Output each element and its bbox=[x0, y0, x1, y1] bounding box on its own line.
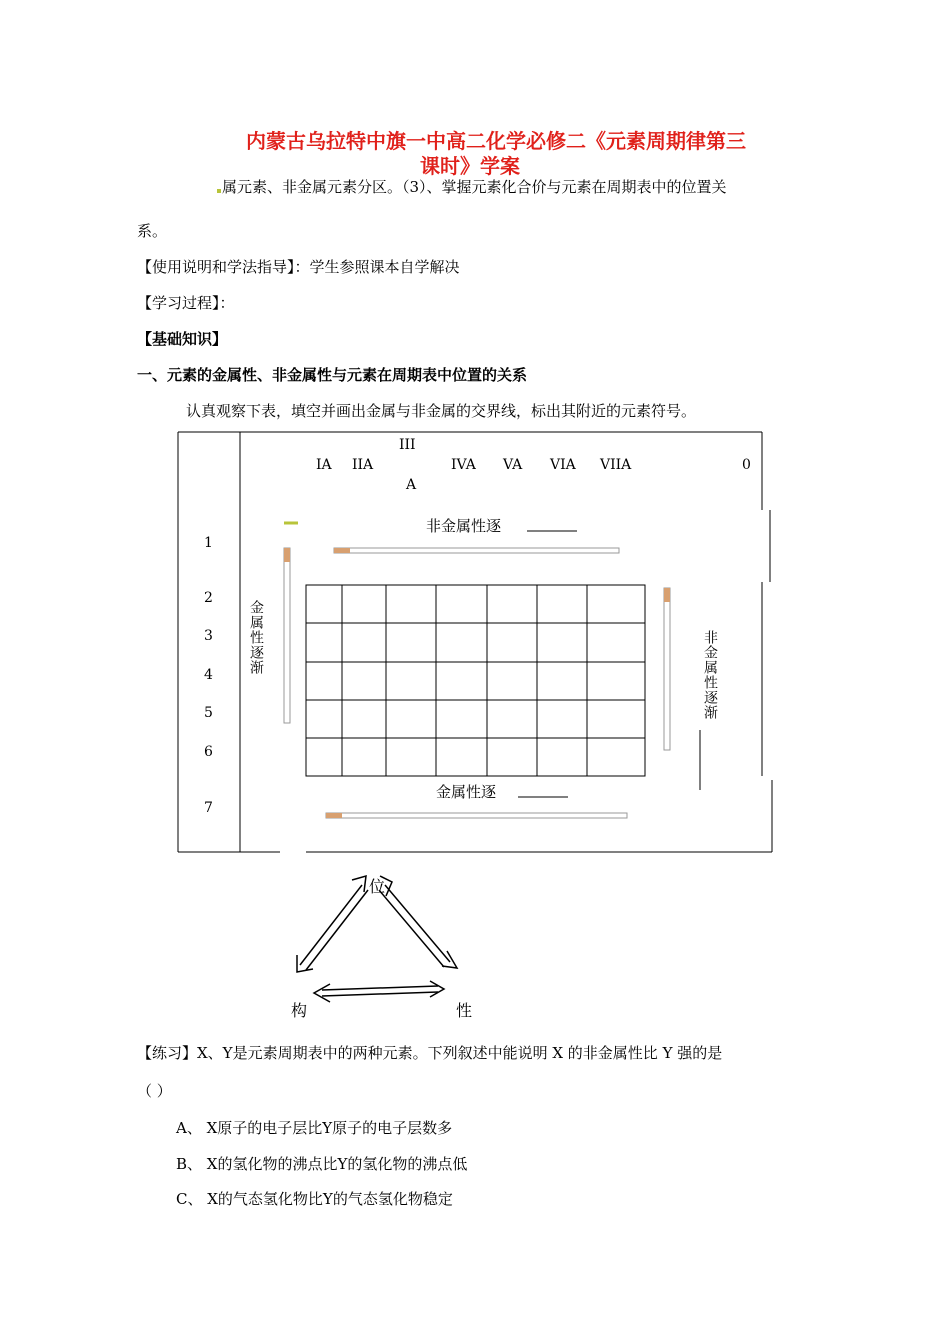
doc-title-line1: 内蒙古乌拉特中旗一中高二化学必修二《元素周期律第三 bbox=[246, 129, 746, 153]
period-1: 1 bbox=[204, 535, 213, 551]
triangle-right-label: 性 bbox=[456, 1001, 473, 1020]
group-iiia-top: III bbox=[399, 437, 416, 453]
exercise-stem: 【练习】X、Y是元素周期表中的两种元素。下列叙述中能说明 X 的非金属性比 Y 强的是 bbox=[137, 1044, 723, 1062]
group-iia: IIA bbox=[352, 457, 374, 473]
group-viia: VIIA bbox=[600, 457, 632, 473]
nonmetal-trend-right: 非金属性逐渐 bbox=[702, 630, 718, 720]
period-5: 5 bbox=[204, 705, 213, 721]
intro-line2: 系。 bbox=[137, 222, 168, 240]
learning-process-heading: 【学习过程】： bbox=[137, 294, 235, 312]
doc-title-line2: 课时》学案 bbox=[420, 154, 520, 178]
nonmetal-trend-top: 非金属性逐 bbox=[426, 517, 502, 535]
option-c: C、 X的气态氢化物比Y的气态氢化物稳定 bbox=[176, 1190, 453, 1208]
usage-guide: 【使用说明和学法指导】：学生参照课本自学解决 bbox=[137, 258, 460, 276]
table-instruction: 认真观察下表，填空并画出金属与非金属的交界线，标出其附近的元素符号。 bbox=[186, 402, 697, 420]
exercise-answer-paren: （ ） bbox=[137, 1082, 172, 1100]
group-iiia-bottom: A bbox=[406, 477, 417, 493]
option-a: A、 X原子的电子层比Y原子的电子层数多 bbox=[176, 1119, 453, 1137]
metal-trend-left: 金属性逐渐 bbox=[248, 600, 264, 675]
group-iva: IVA bbox=[451, 457, 476, 473]
period-7: 7 bbox=[204, 800, 213, 816]
option-b: B、 X的氢化物的沸点比Y的氢化物的沸点低 bbox=[176, 1155, 468, 1173]
triangle-left-label: 构 bbox=[291, 1001, 308, 1020]
period-3: 3 bbox=[204, 628, 213, 644]
period-2: 2 bbox=[204, 590, 213, 606]
metal-trend-bottom: 金属性逐 bbox=[436, 783, 497, 801]
group-0: 0 bbox=[742, 457, 751, 473]
period-4: 4 bbox=[204, 667, 213, 683]
group-via: VIA bbox=[550, 457, 576, 473]
intro-line1: 属元素、非金属元素分区。（3）、掌握元素化合价与元素在周期表中的位置关 bbox=[222, 178, 727, 196]
group-ia: IA bbox=[316, 457, 332, 473]
triangle-top-label: 位 bbox=[369, 877, 386, 896]
group-va: VA bbox=[503, 457, 523, 473]
section-heading-1: 一、元素的金属性、非金属性与元素在周期表中位置的关系 bbox=[137, 366, 528, 384]
period-6: 6 bbox=[204, 744, 213, 760]
basic-knowledge-heading: 【基础知识】 bbox=[137, 330, 228, 348]
